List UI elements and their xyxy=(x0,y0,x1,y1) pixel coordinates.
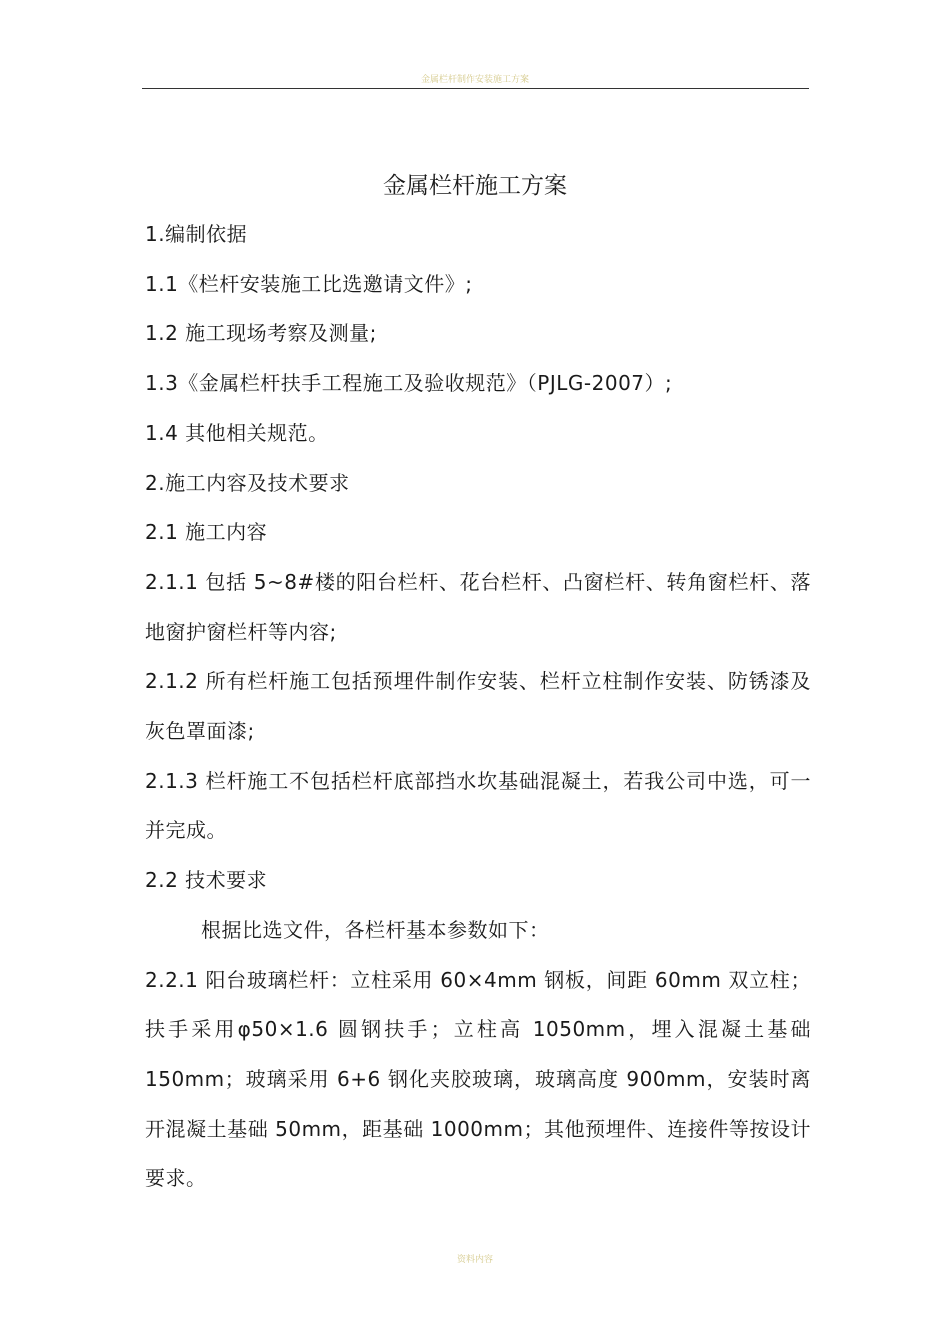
basis-item-1-3: 1.3《金属栏杆扶手工程施工及验收规范》（PJLG-2007）; xyxy=(145,371,673,396)
subheading-technical-requirements: 2.2 技术要求 xyxy=(145,868,268,893)
heading-basis: 1.编制依据 xyxy=(145,222,248,246)
basis-item-1-4: 1.4 其他相关规范。 xyxy=(145,420,329,445)
running-header: 金属栏杆制作安装施工方案 xyxy=(420,75,529,85)
basis-item-1-1: 1.1《栏杆安装施工比选邀请文件》; xyxy=(145,271,473,296)
basis-item-1-2: 1.2 施工现场考察及测量; xyxy=(145,321,377,346)
requirements-intro: 根据比选文件，各栏杆基本参数如下： xyxy=(201,917,550,942)
heading-content-requirements: 2.施工内容及技术要求 xyxy=(145,470,350,495)
document-title: 金属栏杆施工方案 xyxy=(383,173,567,199)
document-body xyxy=(145,210,811,1204)
page-footer: 资料内容 xyxy=(456,1255,493,1265)
subheading-content: 2.1 施工内容 xyxy=(145,520,268,545)
content-item-2-1-2: 2.1.2 所有栏杆施工包括预埋件制作安装、栏杆立柱制作安装、防锈漆及灰色罩面漆; xyxy=(145,669,811,744)
content-item-2-1-3: 2.1.3 栏杆施工不包括栏杆底部挡水坎基础混凝土，若我公司中选，可一并完成。 xyxy=(145,768,811,843)
header-divider xyxy=(142,88,809,89)
content-item-2-1-1: 2.1.1 包括 5~8#楼的阳台栏杆、花台栏杆、凸窗栏杆、转角窗栏杆、落地窗护窗栏杆等内容; xyxy=(145,569,811,644)
requirement-item-2-2-1: 2.2.1 阳台玻璃栏杆：立柱采用 60×4mm 钢板，间距 60mm 双立柱；扶手采用φ50×1.6 圆钢扶手；立柱高 1050mm，埋入混凝土基础 150mm；玻璃采用 6+6 钢化夹胶玻璃，玻璃高度 900mm，安装时离开混凝土基础 50mm，距基础 1000mm；其他预埋件、连接件等按设计要求。 xyxy=(145,967,811,1191)
